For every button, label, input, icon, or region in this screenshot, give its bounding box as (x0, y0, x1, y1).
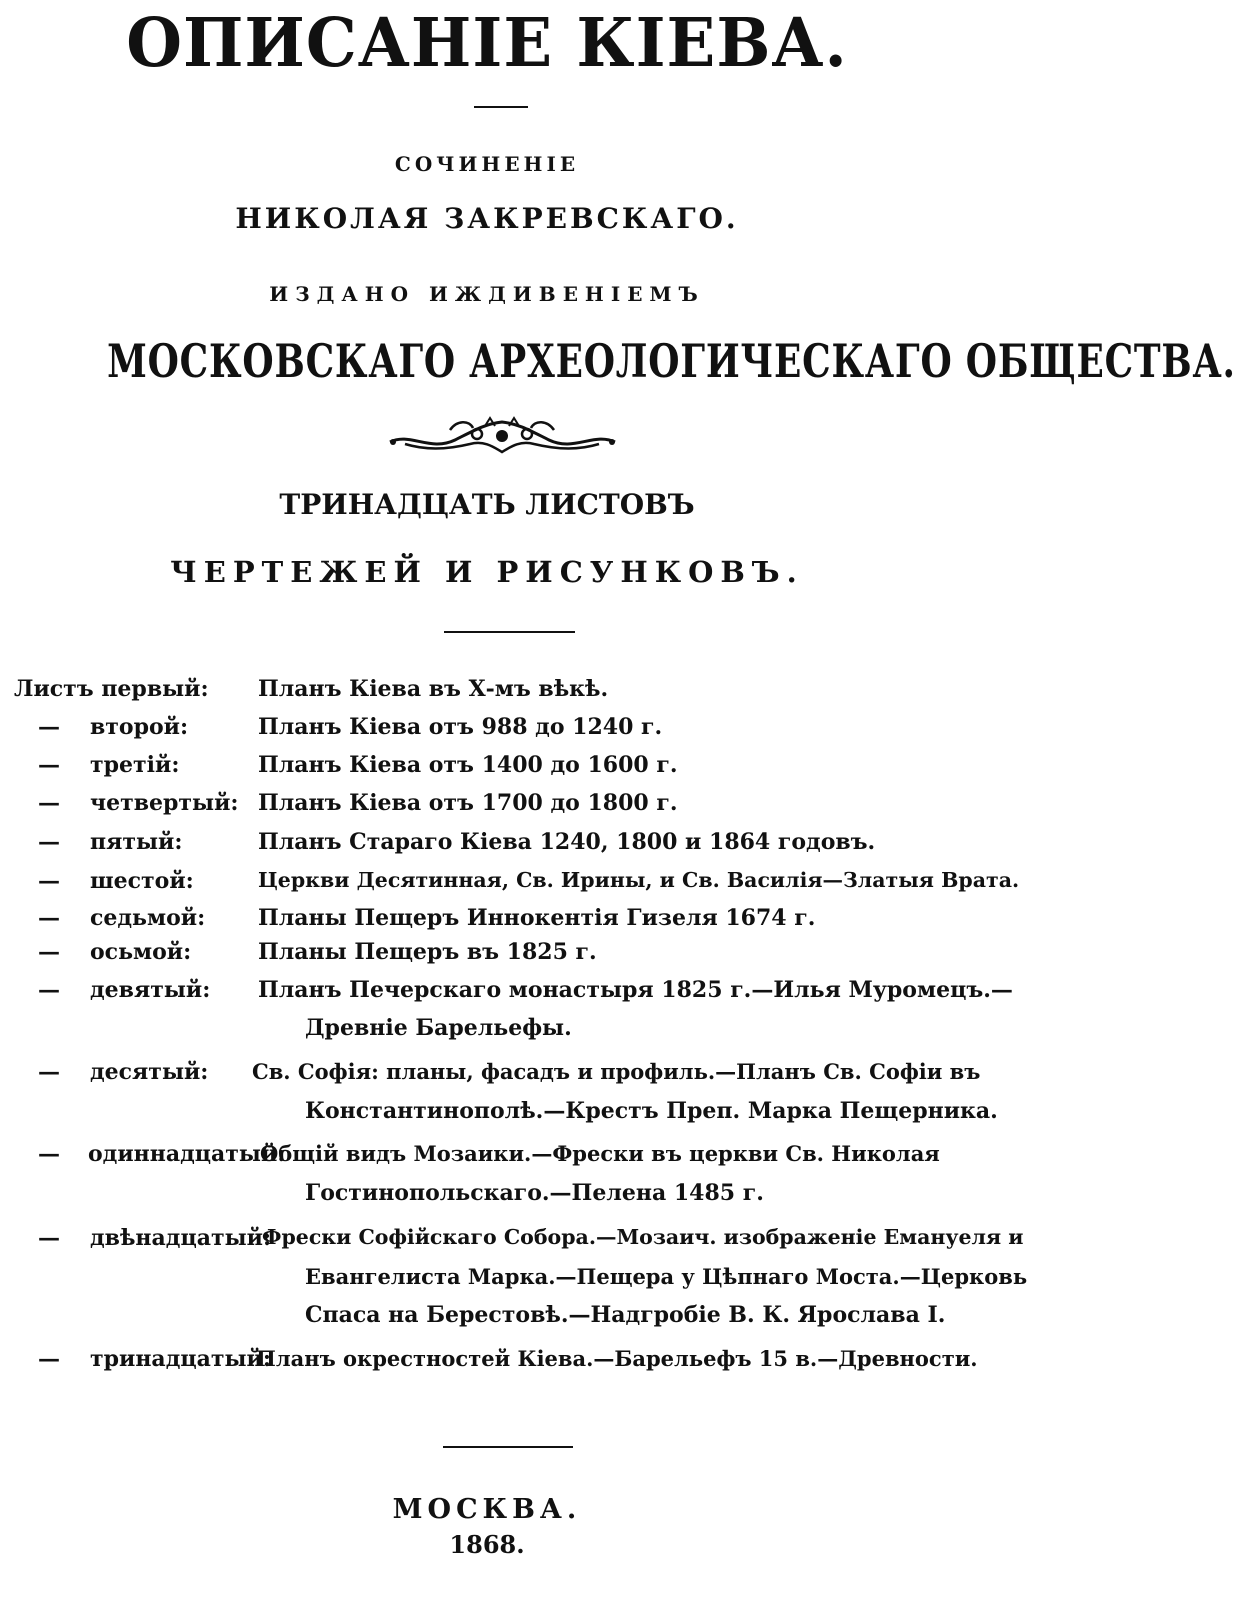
published-by-line: ИЗДАНО ИЖДИВЕНІЕМЪ (269, 282, 705, 306)
plate-description: Планъ Кіева отъ 1400 до 1600 г. (258, 752, 678, 778)
plate-number: Листъ первый: (14, 676, 209, 702)
plate-description: Планы Пещеръ въ 1825 г. (258, 939, 597, 965)
subtitle-composition: СОЧИНЕНІЕ (394, 152, 580, 176)
plate-number: тринадцатый: (90, 1346, 271, 1372)
author-name: НИКОЛАЯ ЗАКРЕВСКАГО. (235, 202, 739, 235)
plate-number: третій: (90, 752, 180, 778)
plate-description: Древніе Барельефы. (305, 1015, 572, 1041)
ditto-dash: — (38, 1059, 60, 1085)
plate-description: Фрески Софійскаго Собора.—Мозаич. изображеніе Емануеля и (262, 1225, 1024, 1249)
plate-number: двѣнадцатый: (90, 1225, 272, 1251)
plate-description: Планы Пещеръ Иннокентія Гизеля 1674 г. (258, 905, 816, 931)
sheets-heading: ТРИНАДЦАТЬ ЛИСТОВЪ (279, 488, 695, 521)
publication-city: МОСКВА. (392, 1494, 582, 1525)
ditto-dash: — (38, 829, 60, 855)
plate-number: пятый: (90, 829, 183, 855)
ditto-dash: — (38, 977, 60, 1003)
plate-description: Планъ Кіева въ Х-мъ вѣкѣ. (258, 676, 609, 702)
ditto-dash: — (38, 1141, 60, 1167)
plate-description: Св. Софія: планы, фасадъ и профиль.—Планъ Св. Софіи въ (252, 1059, 981, 1084)
drawings-heading: ЧЕРТЕЖЕЙ И РИСУНКОВЪ. (170, 555, 804, 589)
ditto-dash: — (38, 939, 60, 965)
plate-description: Планъ Стараго Кіева 1240, 1800 и 1864 годовъ. (258, 829, 876, 855)
divider-rule (444, 631, 575, 633)
plate-number: осьмой: (90, 939, 192, 965)
plate-description: Планъ окрестностей Кіева.—Барельефъ 15 в.—Древности. (256, 1346, 978, 1371)
plate-description: Планъ Печерскаго монастыря 1825 г.—Илья Муромецъ.— (258, 977, 1013, 1003)
plate-description: Общій видъ Мозаики.—Фрески въ церкви Св. Николая (260, 1141, 940, 1166)
plate-description: Планъ Кіева отъ 988 до 1240 г. (258, 714, 663, 740)
plate-description: Евангелиста Марка.—Пещера у Цѣпнаго Моста.—Церковь (305, 1264, 1028, 1289)
plate-description: Константинополѣ.—Крестъ Преп. Марка Пещерника. (305, 1098, 998, 1124)
ditto-dash: — (38, 1225, 60, 1251)
plate-number: второй: (90, 714, 189, 740)
divider-rule (443, 1446, 573, 1448)
plate-number: седьмой: (90, 905, 206, 931)
plate-number: шестой: (90, 868, 194, 894)
plate-description: Церкви Десятинная, Св. Ирины, и Св. Василія—Златыя Врата. (258, 868, 1020, 892)
ditto-dash: — (38, 868, 60, 894)
ditto-dash: — (38, 1346, 60, 1372)
society-name: МОСКОВСКАГО АРХЕОЛОГИЧЕСКАГО ОБЩЕСТВА. (107, 334, 1236, 388)
plate-number: девятый: (90, 977, 211, 1003)
plate-number: десятый: (90, 1059, 209, 1085)
divider-rule (474, 106, 528, 108)
plate-number: четвертый: (90, 790, 239, 816)
publication-year: 1868. (449, 1530, 525, 1559)
ornament-icon (385, 412, 620, 462)
ditto-dash: — (38, 752, 60, 778)
plate-description: Планъ Кіева отъ 1700 до 1800 г. (258, 790, 678, 816)
page-title: ОПИСАНІЕ КІЕВА. (126, 4, 848, 83)
ditto-dash: — (38, 905, 60, 931)
plate-description: Спаса на Берестовѣ.—Надгробіе В. К. Ярослава I. (305, 1302, 946, 1328)
plate-number: одиннадцатый: (88, 1141, 286, 1167)
plate-description: Гостинопольскаго.—Пелена 1485 г. (305, 1180, 764, 1206)
ditto-dash: — (38, 790, 60, 816)
ditto-dash: — (38, 714, 60, 740)
